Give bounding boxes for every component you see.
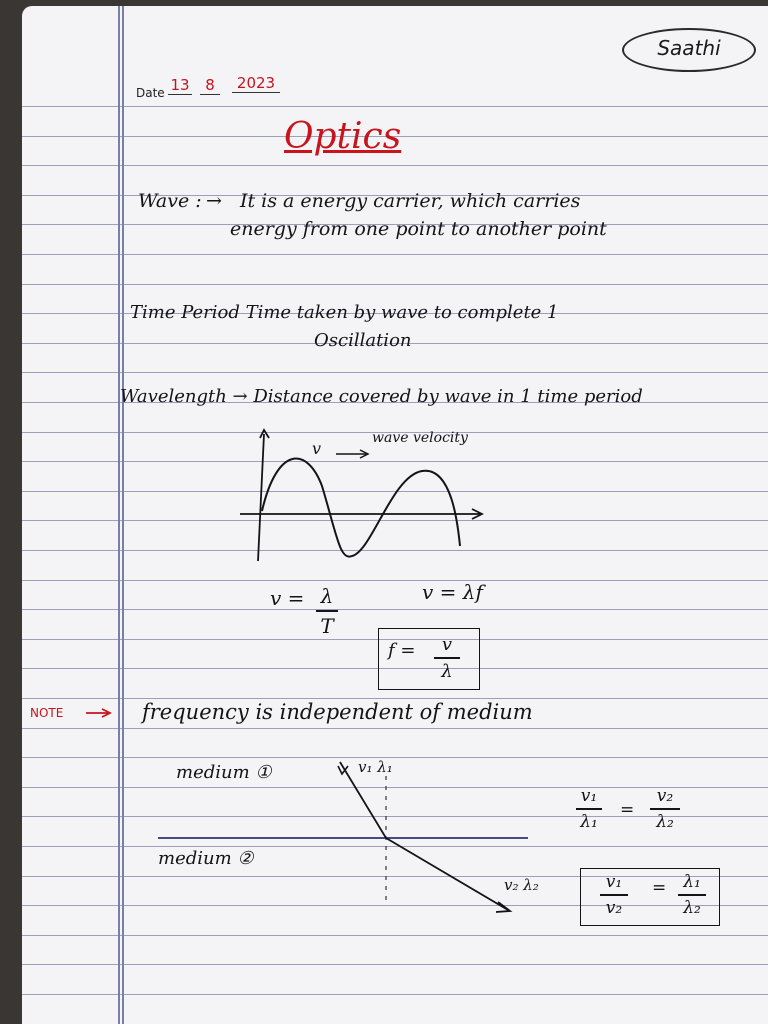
ratio1-eq: = [620,800,635,820]
ratio2-num-a: v₁ [605,872,623,892]
ratio2-den-b: λ₂ [683,897,701,918]
ratio1-den-a: λ₁ [580,811,598,832]
wave-curve [262,459,460,557]
ratio2-left [600,872,628,918]
formula2: v = λf [422,580,483,604]
formula3-lhs: f = [388,640,416,661]
wave-def-line1: It is a energy carrier, which carries [240,190,581,212]
ratio2-eq: = [652,878,667,898]
date-year: 2023 [232,74,280,93]
brand-name: Saathi [657,36,721,60]
note-text: frequency is independent of medium [142,700,533,724]
ratio1-left [576,786,602,832]
refracted-ray [340,762,508,910]
ratio1-num-a: v₁ [580,786,598,806]
date-label: Date [136,86,165,100]
ray2-label: v₂ λ₂ [504,876,539,894]
graph-y-axis [258,434,264,561]
date-month: 8 [200,76,220,95]
medium2-label: medium ② [158,848,254,869]
formula1-num: λ [320,584,334,608]
graph-v-label: v [312,439,322,458]
graph-velocity-label: wave velocity [372,430,468,446]
notebook-page [22,6,768,1024]
formula1-den: T [320,613,334,638]
ratio2-right [678,872,706,918]
ratio2-den-a: v₂ [605,897,623,918]
time-period-line2: Oscillation [314,330,412,351]
note-label: NOTE [30,706,64,720]
wave-def-line2: energy from one point to another point [230,218,607,240]
formula1-lhs: v = [270,586,305,610]
formula3-num: v [441,634,453,655]
date-day: 13 [168,76,192,95]
wavelength-def: Wavelength → Distance covered by wave in 1 time period [120,386,643,407]
ratio1-den-b: λ₂ [656,811,674,832]
formula1-fraction [316,584,338,638]
wave-arrow: → [206,190,222,212]
ratio2-num-b: λ₁ [683,872,701,892]
ratio1-num-b: v₂ [656,786,674,806]
medium1-label: medium ① [176,762,272,783]
formula3-fraction [434,634,460,682]
time-period-line1: Time Period Time taken by wave to complete 1 [130,302,559,323]
ratio1-right [650,786,680,832]
ray1-label: v₁ λ₁ [358,758,393,776]
page-title: Optics [284,116,402,157]
formula3-den: λ [441,660,453,682]
wave-term: Wave : [138,190,202,212]
